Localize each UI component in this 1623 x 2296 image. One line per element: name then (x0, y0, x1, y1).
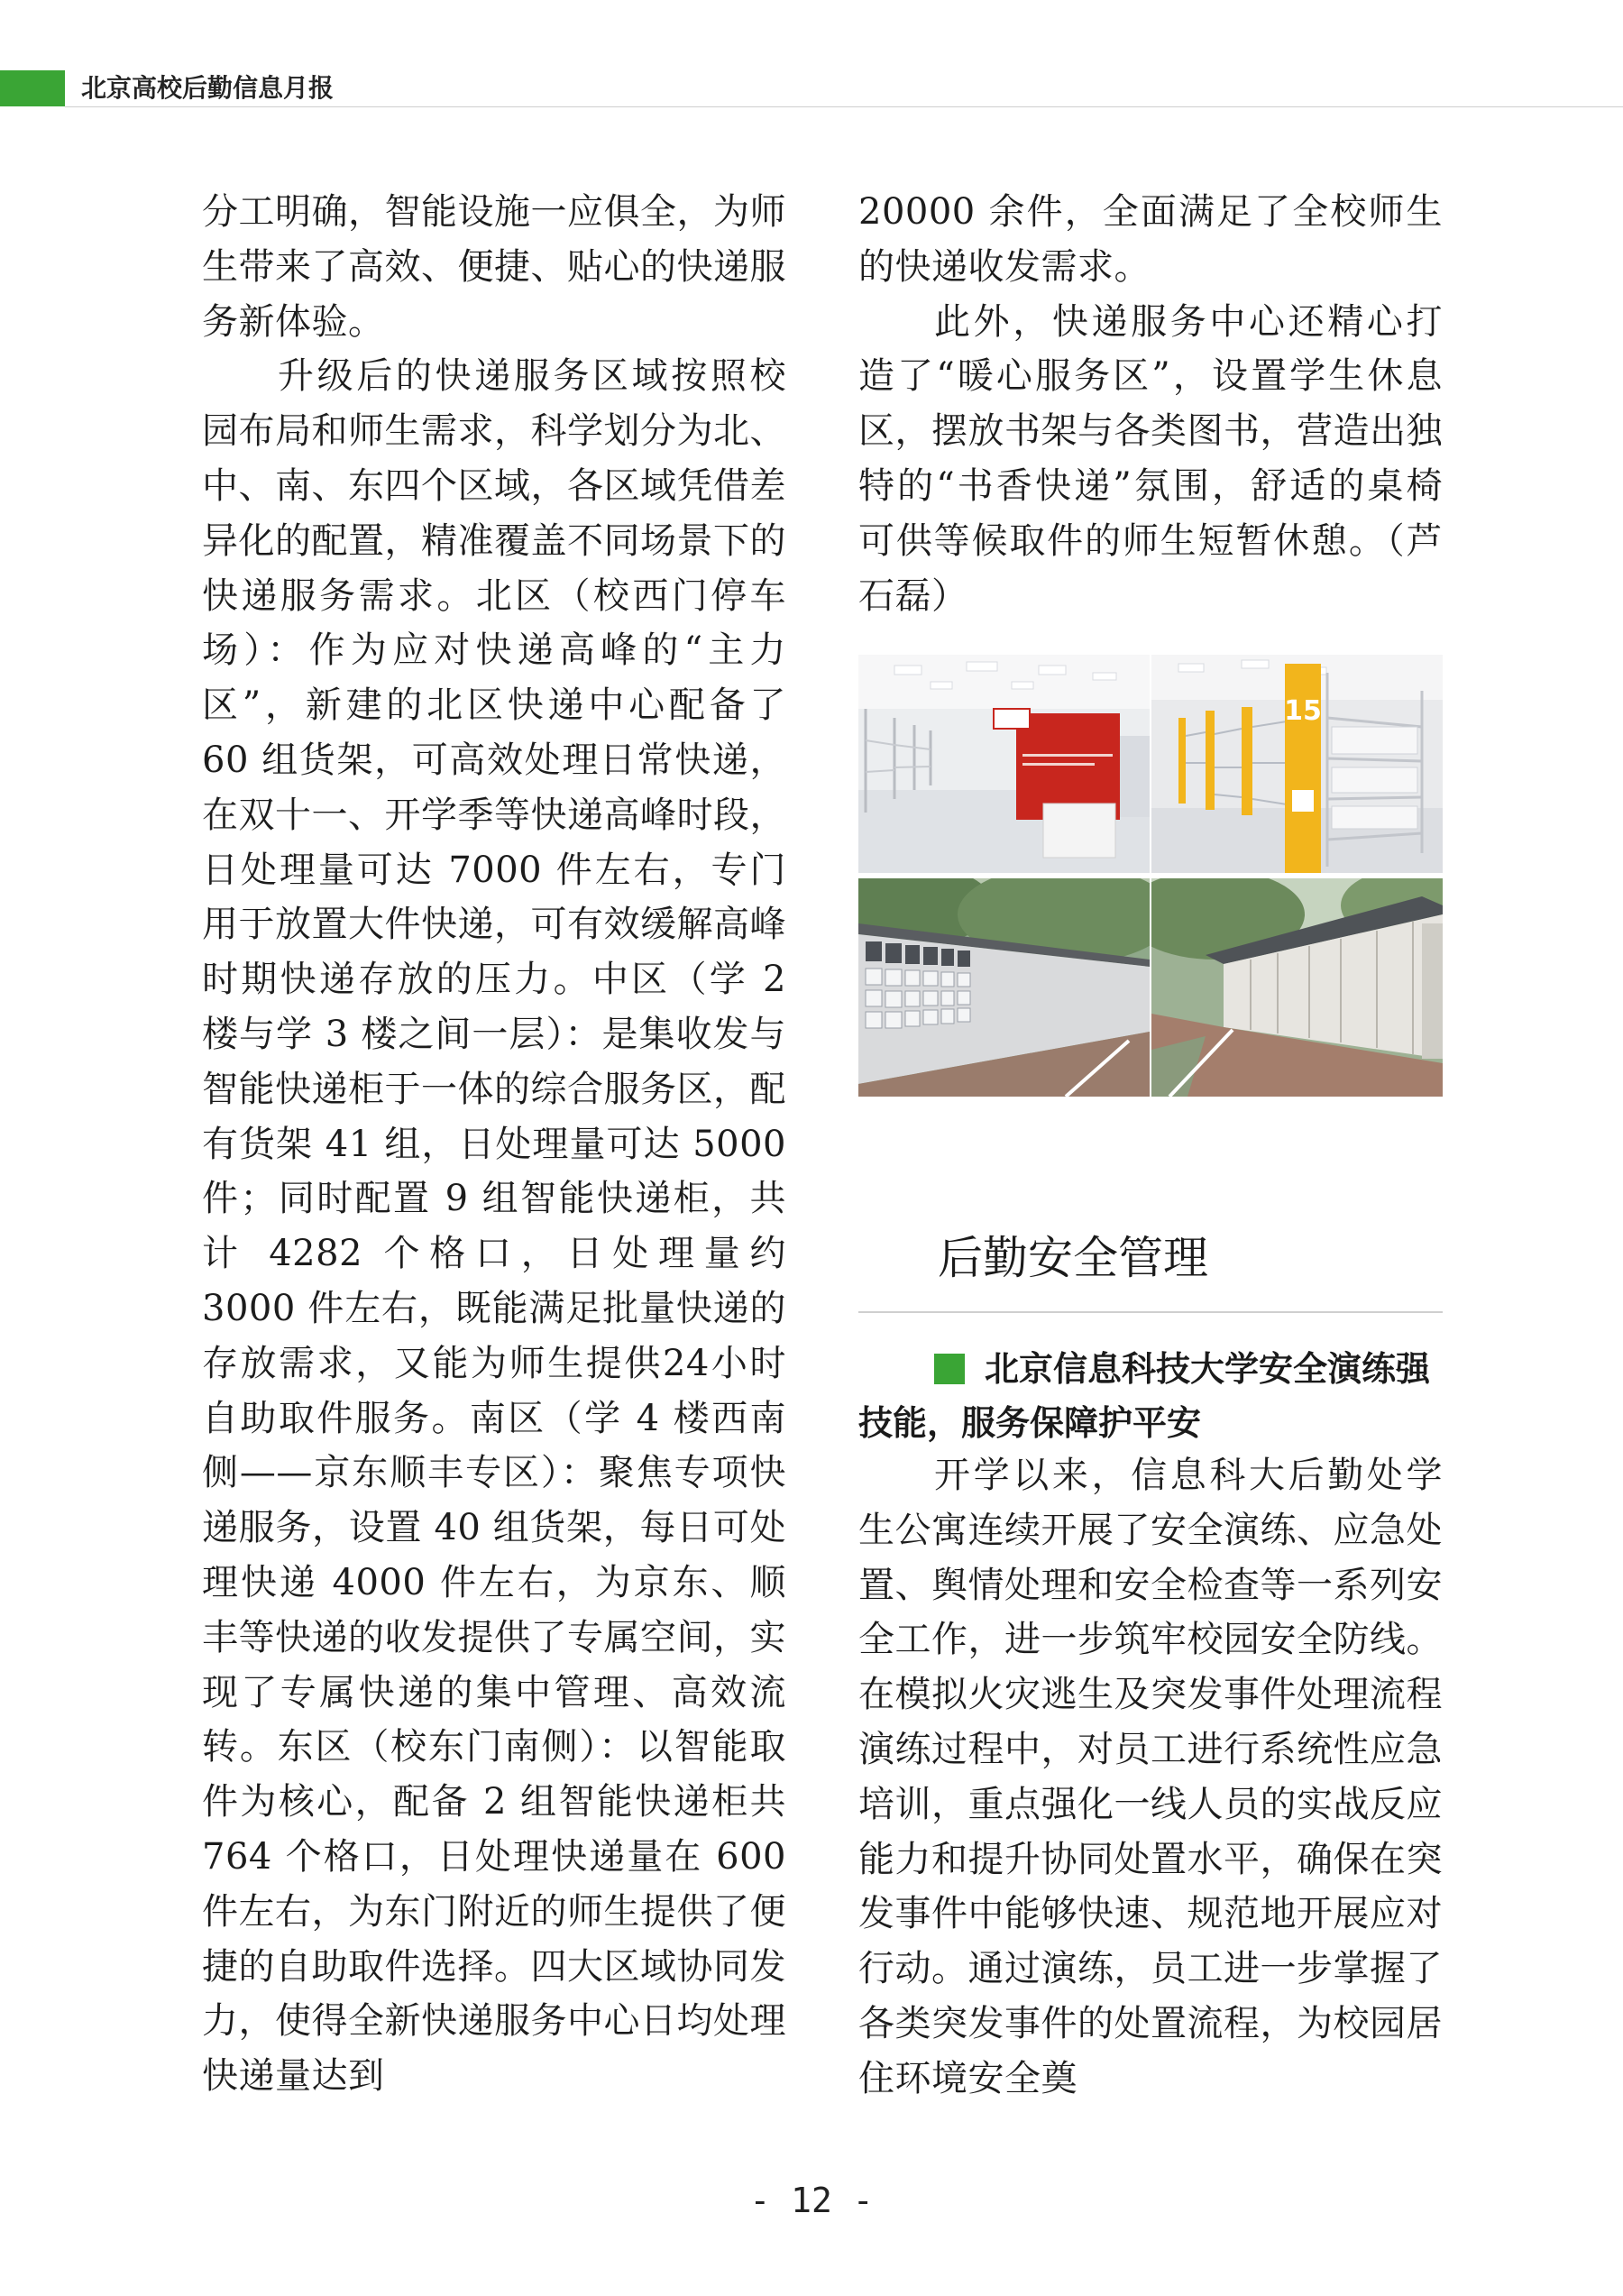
left-paragraph-1: 分工明确，智能设施一应俱全，为师生带来了高效、便捷、贴心的快递服务新体验。 (202, 191, 786, 343)
section-divider (858, 1311, 1443, 1313)
right-column (858, 185, 1443, 623)
express-center-hall-photo (858, 655, 1150, 873)
left-column (202, 185, 786, 2104)
header-accent-bar (0, 70, 65, 106)
article-title: 北京信息科技大学安全演练强技能，服务保障护平安 (858, 1349, 1431, 1443)
right-paragraph-2: 此外，快递服务中心还精心打造了“暖心服务区”，设置学生休息区，摆放书架与各类图书，营造出独特的“书香快递”氛围，舒适的桌椅可供等候取件的师生短暂休憩。（芦石磊） (858, 300, 1443, 617)
article-heading (858, 1342, 1443, 1450)
outdoor-locker-corridor-photo (1151, 878, 1443, 1097)
square-bullet-icon (934, 1354, 965, 1384)
right-paragraph-1: 20000 余件，全面满足了全校师生的快递收发需求。 (858, 191, 1443, 288)
section-title: 后勤安全管理 (938, 1232, 1208, 1284)
header-divider (65, 106, 1623, 107)
photo-grid (858, 655, 1443, 1097)
express-shelves-photo (1151, 655, 1443, 873)
shelf-number: 15 (1284, 695, 1322, 727)
left-paragraph-2: 升级后的快递服务区域按照校园布局和师生需求，科学划分为北、中、南、东四个区域，各区域凭借差异化的配置，精准覆盖不同场景下的快递服务需求。北区（校西门停车场）：作为应对快递高峰的“主力区”，新建的北区快递中心配备了 60 组货架，可高效处理日常快递，在双十一、开学季等快递高峰时段，日处理量可达 7000 件左右，专门用于放置大件快递，可有效缓解高峰时期快递存放的压力。中区（学 2 楼与学 3 楼之间一层）：是集收发与智能快递柜于一体的综合服务区，配有货架 41 组，日处理量可达 5000 件；同时配置 9 组智能快递柜，共计 4282 个格口，日处理量约 3000 件左右，既能满足批量快递的存放需求，又能为师生提供24小时自助取件服务。南区（学 4 楼西南侧——京东顺丰专区）：聚焦专项快递服务，设置 40 组货架，每日可处理快递 4000 件左右，为京东、顺丰等快递的收发提供了专属空间，实现了专属快递的集中管理、高效流转。东区（校东门南侧）：以智能取件为核心，配备 2 组智能快递柜共 764 个格口，日处理快递量在 600 件左右，为东门附近的师生提供了便捷的自助取件选择。四大区域协同发力，使得全新快递服务中心日均处理快递量达到 (202, 355, 786, 2098)
page-number: - 12 - (749, 2181, 874, 2220)
article-paragraph: 开学以来，信息科大后勤处学生公寓连续开展了安全演练、应急处置、舆情处理和安全检查等一系列安全工作，进一步筑牢校园安全防线。在模拟火灾逃生及突发事件处理流程演练过程中，对员工进行系统性应急培训，重点强化一线人员的实战反应能力和提升协同处置水平，确保在突发事件中能够快速、规范地开展应对行动。通过演练，员工进一步掌握了各类突发事件的处置流程，为校园居住环境安全奠 (858, 1455, 1443, 2099)
publication-title: 北京高校后勤信息月报 (81, 73, 335, 103)
smart-locker-row-photo (858, 878, 1150, 1097)
article-body (858, 1448, 1443, 2107)
